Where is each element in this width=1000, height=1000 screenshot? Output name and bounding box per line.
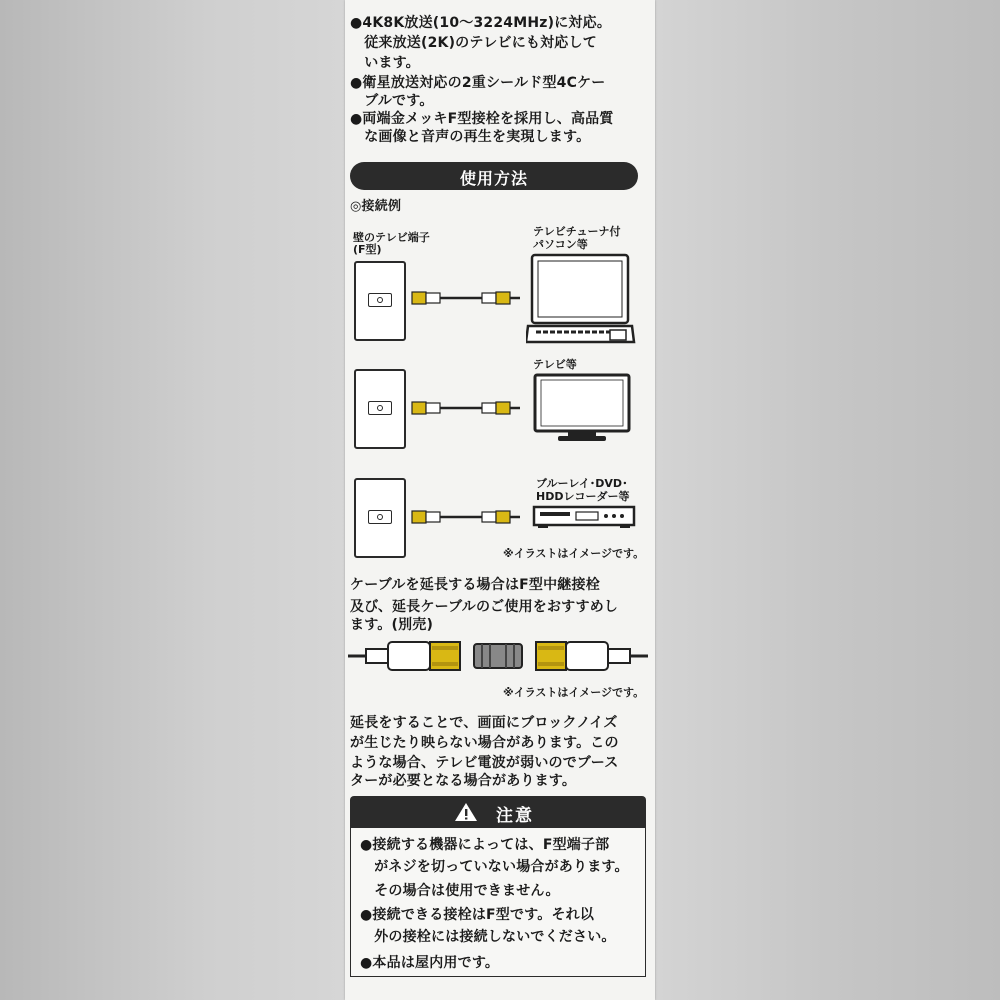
noise-line: ターが必要となる場合があります。	[350, 773, 577, 789]
coax-cable-icon	[410, 507, 530, 527]
feature-line: な画像と音声の再生を実現します。	[350, 129, 591, 145]
coax-cable-icon	[410, 398, 530, 418]
usage-title: 使用方法	[459, 169, 528, 188]
extension-line: ケーブルを延長する場合はF型中継接栓	[350, 577, 600, 593]
caution-line: がネジを切っていない場合があります。	[360, 859, 629, 875]
extension-line: ます。(別売)	[350, 617, 434, 633]
device2-label: テレビ等	[533, 358, 577, 371]
feature-line: ●4K8K放送(10～3224MHz)に対応。	[350, 15, 612, 31]
background-left	[0, 0, 345, 1000]
wall-terminal-type: (F型)	[353, 243, 382, 256]
noise-line: が生じたり映らない場合があります。この	[350, 735, 619, 751]
feature-line: ●衛星放送対応の2重シールド型4Cケー	[350, 75, 606, 91]
wall-socket-icon	[354, 261, 406, 341]
f-type-adapter-illustration	[348, 636, 648, 678]
laptop-icon	[526, 252, 636, 344]
recorder-icon	[532, 504, 638, 530]
device1-label-2: パソコン等	[533, 238, 588, 251]
caution-line: 外の接栓には接続しないでください。	[360, 929, 616, 945]
feature-line: ブルです。	[350, 93, 434, 109]
background-right	[655, 0, 1000, 1000]
wall-socket-icon	[354, 478, 406, 558]
coax-cable-icon	[410, 288, 530, 308]
wall-terminal-label: 壁のテレビ端子	[353, 231, 430, 244]
caution-header	[350, 796, 646, 828]
usage-header	[350, 162, 638, 190]
caution-line: その場合は使用できません。	[360, 883, 560, 899]
noise-line: ような場合、テレビ電波が弱いのでブース	[350, 755, 619, 771]
feature-line: います。	[350, 55, 420, 71]
feature-line: ●両端金メッキF型接栓を採用し、高品質	[350, 111, 614, 127]
tv-icon	[532, 372, 632, 444]
caution-line: ●接続できる接栓はF型です。それ以	[360, 907, 595, 923]
caution-line: ●本品は屋内用です。	[360, 955, 500, 971]
extension-line: 及び、延長ケーブルのご使用をおすすめし	[350, 599, 619, 615]
caution-line: ●接続する機器によっては、F型端子部	[360, 837, 610, 853]
feature-line: 従来放送(2K)のテレビにも対応して	[350, 35, 597, 51]
connection-example-label: ◎接続例	[350, 199, 402, 214]
device1-label: テレビチューナ付	[533, 225, 621, 238]
device3-label: ブルーレイ･DVD･	[536, 477, 628, 490]
device3-label-2: HDDレコーダー等	[536, 490, 630, 503]
noise-line: 延長をすることで、画面にブロックノイズ	[350, 715, 618, 731]
illustration-note: ※イラストはイメージです。	[503, 547, 645, 560]
caution-title: 注意	[496, 806, 534, 826]
illustration-note-2: ※イラストはイメージです。	[503, 686, 645, 699]
wall-socket-icon	[354, 369, 406, 449]
